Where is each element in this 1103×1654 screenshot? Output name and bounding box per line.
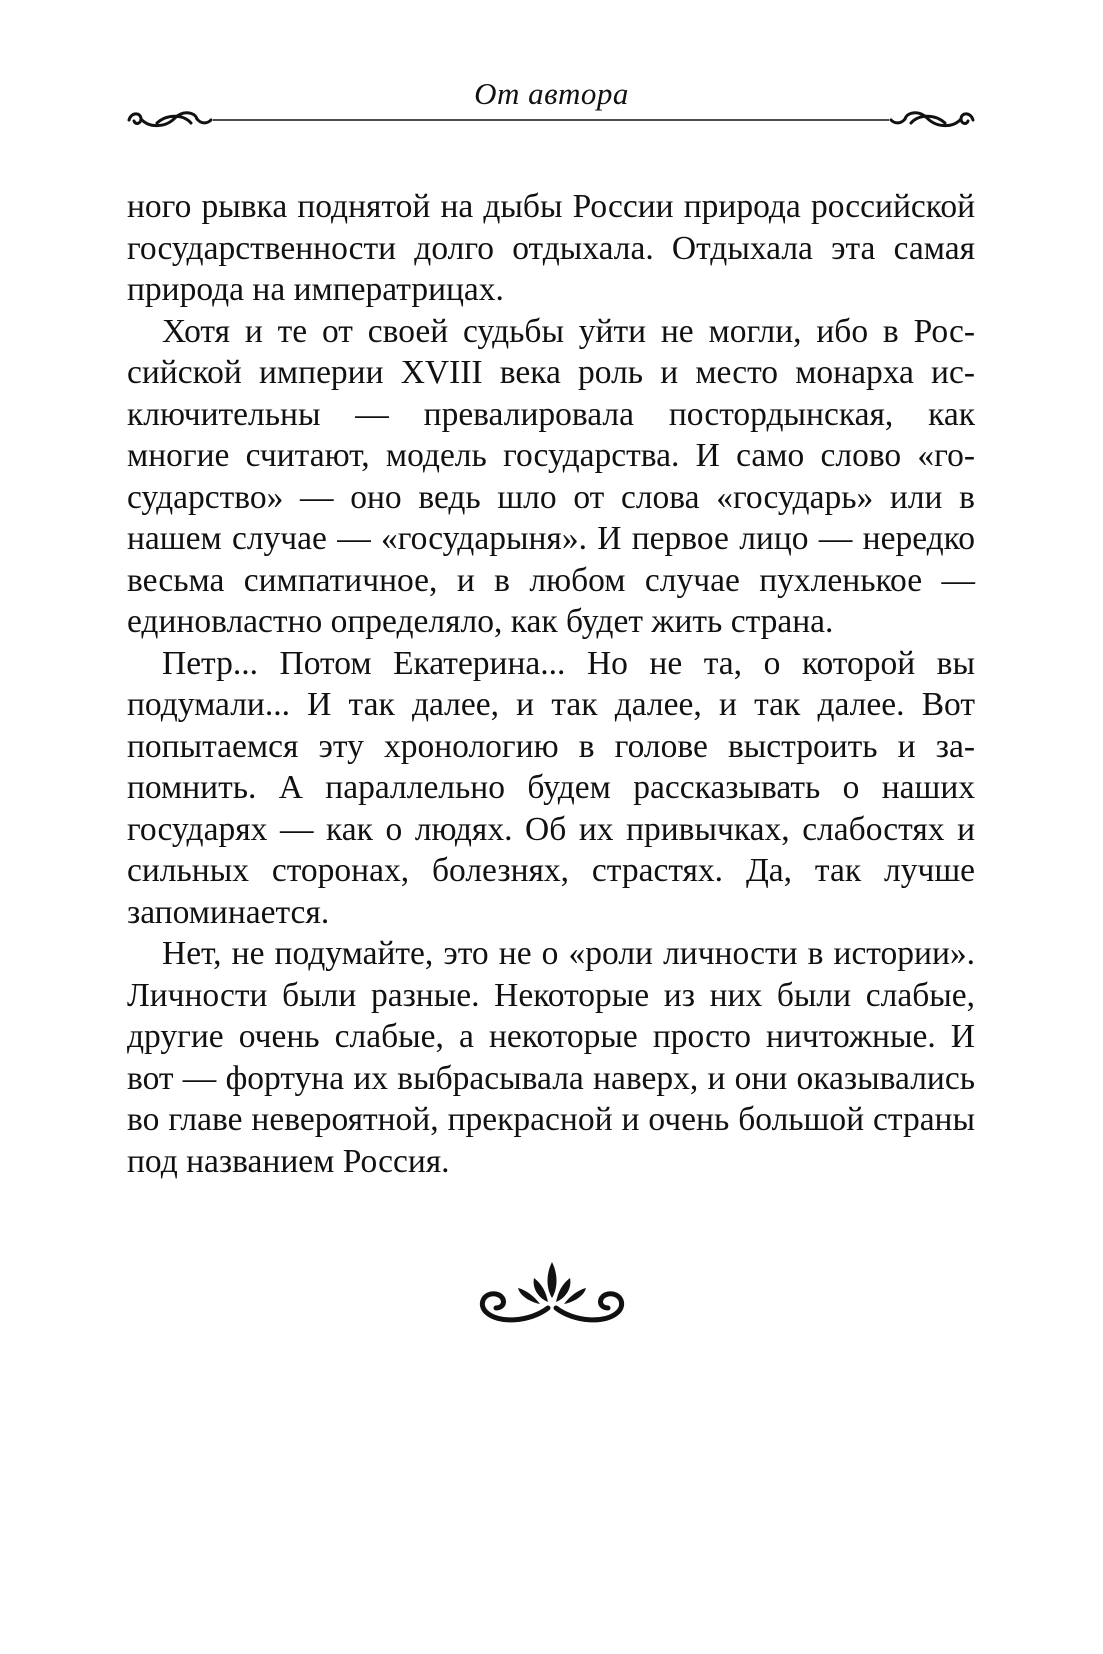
paragraph-1: ного рывка поднятой на дыбы России природа российской государственности долго отдыхала. Отдыхала эта самая природа на императрицах. — [127, 188, 975, 308]
running-header-title: От автора — [474, 76, 629, 111]
paragraph-2: Хотя и те от своей судьбы уйти не могли, ибо в Российской империи XVIII века роль и место монарха исключительны — превалировала постордынская, как многие считают, модель государства. И само слово «государство» — оно ведь шло от слова «государь» или в нашем случае — «государыня». И первое лицо — нередко весьма симпатичное, и в любом случае пухленькое — единовластно определяло, как будет жить страна. — [127, 312, 975, 640]
body-text — [127, 186, 975, 1182]
left-flourish-icon — [129, 113, 211, 126]
paragraph-4: Нет, не подумайте, это не о «роли личности в истории». Личности были разные. Некоторые из них были слабые, другие очень слабые, а некоторые просто ничтожные. И вот — фортуна их выбрасывала наверх, и они оказывались во главе невероятной, прекрасной и очень большой страны под названием Россия. — [127, 935, 975, 1180]
right-flourish-icon — [891, 113, 973, 126]
paragraph-3: Петр... Потом Екатерина... Но не та, о которой вы подумали... И так далее, и так далее, и так далее. Вот попытаемся эту хронологию в голове выстроить и запомнить. А параллельно будем рассказывать о наших государях — как о людях. Об их привычках, слабостях и сильных сторонах, болезнях, страстях. Да, так лучше запоминается. — [127, 644, 975, 931]
end-of-chapter-ornament-icon — [476, 1258, 628, 1330]
header-rule-ornament — [127, 106, 975, 146]
